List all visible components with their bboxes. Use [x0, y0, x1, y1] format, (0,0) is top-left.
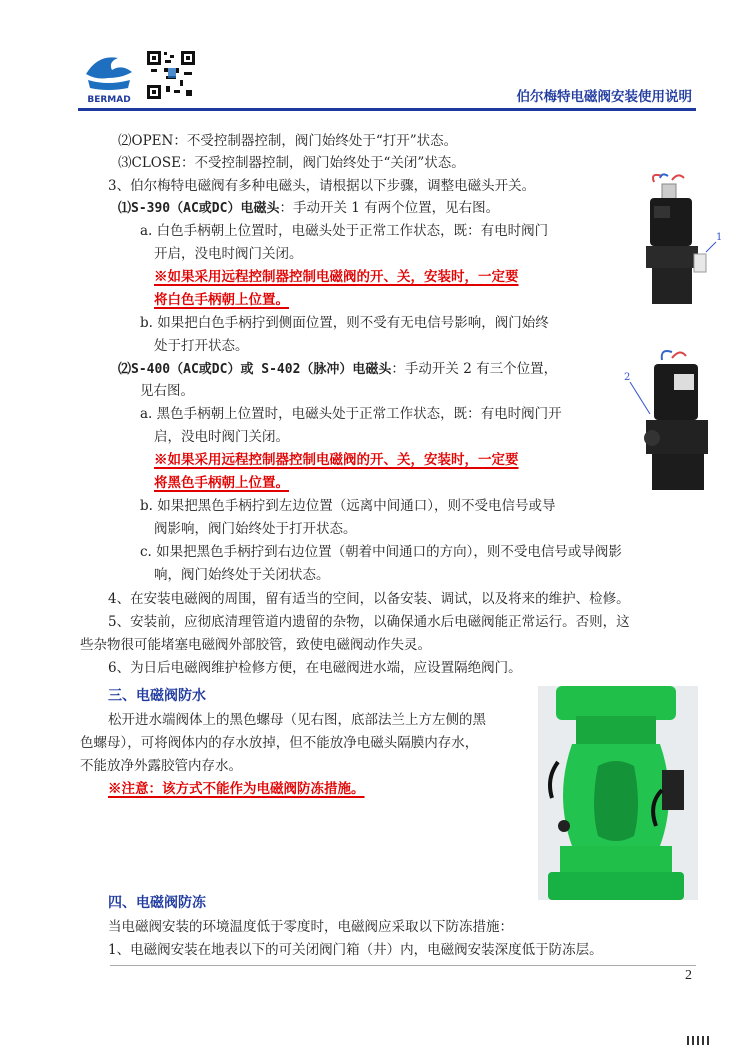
solenoid-s390-photo	[632, 172, 723, 310]
text-span: ：手动开关 2 有三个位置，	[391, 361, 558, 377]
text-line: 当电磁阀安装的环境温度低于零度时，电磁阀应采取以下防冻措施：	[108, 919, 513, 935]
page-edge-marks	[687, 1030, 712, 1049]
green-valve-photo	[538, 686, 698, 900]
warning-text: ※如果采用远程控制器控制电磁阀的开、关，安装时，一定要	[154, 452, 519, 468]
bermad-logo	[78, 44, 140, 106]
text-line: 些杂物很可能堵塞电磁阀外部胶管，致使电磁阀动作失灵。	[80, 637, 431, 653]
text-line: 响，阀门始终处于关闭状态。	[154, 567, 330, 583]
text-line: 处于打开状态。	[154, 338, 249, 354]
text-line: 阀影响，阀门始终处于打开状态。	[154, 521, 357, 537]
warning-text: 将黑色手柄朝上位置。	[154, 475, 289, 491]
warning-text: ※如果采用远程控制器控制电磁阀的开、关，安装时，一定要	[154, 269, 519, 285]
text-line	[118, 359, 557, 380]
text-line: 见右图。	[140, 383, 194, 399]
text-line: 4、在安装电磁阀的周围，留有适当的空间，以备安装、调试，以及将来的维护、检修。	[108, 591, 630, 607]
section-heading-waterproof: 三、电磁阀防水	[108, 688, 206, 704]
text-line: b. 如果把白色手柄拧到侧面位置，则不受有无电信号影响，阀门始终	[140, 315, 549, 331]
text-line: 启，没电时阀门关闭。	[154, 429, 289, 445]
text-line: 色螺母），可将阀体内的存水放掉，但不能放净电磁头隔膜内存水，	[80, 735, 479, 751]
svg-text:BERMAD: BERMAD	[87, 95, 131, 105]
text-line: 开启，没电时阀门关闭。	[154, 246, 303, 262]
text-line: 不能放净外露胶管内存水。	[80, 758, 242, 774]
footer-divider	[110, 965, 696, 966]
warning-text: 将白色手柄朝上位置。	[154, 292, 289, 308]
text-line	[118, 198, 499, 219]
text-line: ⑵OPEN：不受控制器控制，阀门始终处于“打开”状态。	[118, 133, 458, 149]
warning-text: ※注意：该方式不能作为电磁阀防冻措施。	[108, 781, 365, 797]
qr-code-icon	[146, 50, 196, 100]
text-line: ⑶CLOSE：不受控制器控制，阀门始终处于“关闭”状态。	[118, 155, 465, 171]
text-line: 3、伯尔梅特电磁阀有多种电磁头，请根据以下步骤，调整电磁头开关。	[108, 178, 536, 194]
figure-label-1: 1	[716, 232, 723, 243]
page-number: 2	[685, 968, 692, 983]
text-line: a. 黑色手柄朝上位置时，电磁头处于正常工作状态，既：有电时阀门开	[140, 406, 562, 422]
text-line: 6、为日后电磁阀维护检修方便，在电磁阀进水端，应设置隔绝阀门。	[108, 660, 522, 676]
solenoid-s400-heading: ⑵S-400（AC或DC）或 S-402（脉冲）电磁头	[118, 362, 392, 377]
text-line: a. 白色手柄朝上位置时，电磁头处于正常工作状态，既：有电时阀门	[140, 223, 549, 239]
solenoid-s390-heading: ⑴S-390（AC或DC）电磁头	[118, 201, 280, 216]
text-line: 5、安装前，应彻底清理管道内遗留的杂物，以确保通水后电磁阀能正常运行。否则，这	[108, 614, 630, 630]
section-heading-antifreeze: 四、电磁阀防冻	[108, 895, 206, 911]
text-line: 1、电磁阀安装在地表以下的可关闭阀门箱（井）内，电磁阀安装深度低于防冻层。	[108, 942, 603, 958]
text-line: b. 如果把黑色手柄拧到左边位置（远离中间通口），则不受电信号或导	[140, 498, 556, 514]
text-span: ：手动开关 1 有两个位置，见右图。	[279, 200, 500, 216]
text-line: 松开进水端阀体上的黑色螺母（见右图，底部法兰上方左侧的黑	[108, 712, 486, 728]
header-divider	[78, 108, 696, 111]
document-title: 伯尔梅特电磁阀安装使用说明	[516, 89, 692, 105]
solenoid-s400-photo	[622, 348, 724, 496]
figure-label-2: 2	[624, 372, 631, 383]
text-line: c. 如果把黑色手柄拧到右边位置（朝着中间通口的方向），则不受电信号或导阀影	[140, 544, 622, 560]
